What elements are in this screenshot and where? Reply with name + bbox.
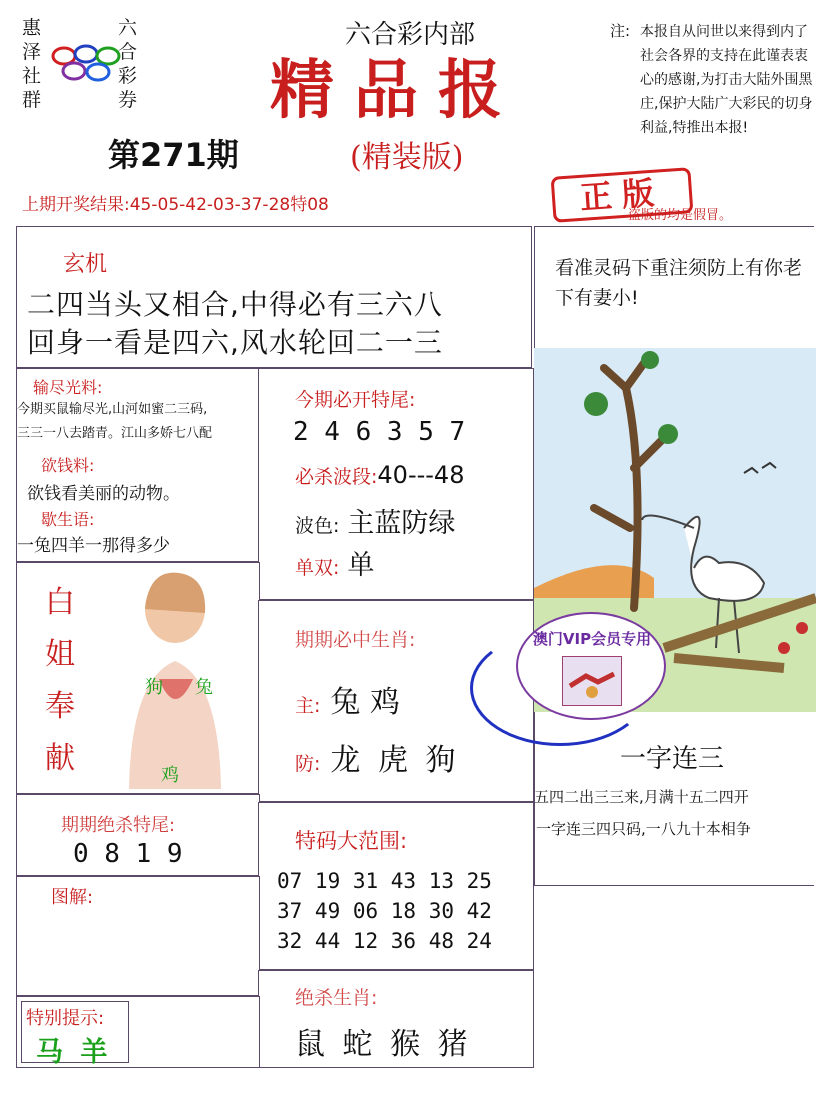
yizi-line1: 五四二出三三来,月满十五二四开: [534, 788, 749, 806]
zodiac-main-value: 兔 鸡: [330, 685, 400, 720]
odd-even-label: 单双:: [295, 557, 340, 579]
xuanji-label: 玄机: [63, 252, 108, 277]
range-row-3: 32 44 12 36 48 24: [277, 929, 492, 953]
zodiac-guard-label: 防:: [295, 753, 321, 775]
odd-even-value: 单: [347, 550, 375, 581]
portrait-image: [109, 569, 239, 789]
xiehou-label: 歇生语:: [41, 510, 95, 529]
baijie-box: [16, 562, 260, 794]
kill-special-value: 0 8 1 9: [73, 839, 183, 869]
notice-text: 本报自从问世以来得到内了社会各界的支持在此谨表衷心的感谢,为打击大陆外围黑庄,保护大陆广大彩民的切身利益,特推出本报!: [640, 24, 813, 136]
special-hint-frame: [21, 1001, 129, 1068]
kill-zodiac-value: 鼠 蛇 猴 猪: [295, 1027, 472, 1062]
zodiac-main-label: 主:: [295, 695, 321, 717]
baijie-char-4: 献: [45, 741, 75, 776]
range-row-1: 07 19 31 43 13 25: [277, 869, 492, 893]
shuqin-line2: 三三一八去踏青。江山多娇七八配: [17, 426, 213, 441]
issue-number: 第271期: [108, 136, 239, 174]
paper-subtitle: 六合彩内部: [345, 20, 476, 50]
wave-kill: [295, 461, 464, 489]
last-result-numbers: 45-05-42-03-37-28特08: [129, 195, 329, 215]
baijie-tag-rabbit: 兔: [195, 677, 213, 698]
xiehou-text: 一兔四羊一那得多少: [17, 536, 170, 556]
xuanji-line1: 二四当头又相合,中得必有三六八: [27, 288, 443, 321]
logo-right-text: 六合彩券: [118, 17, 138, 111]
zodiac-guard-value: 龙 虎 狗: [330, 743, 460, 778]
wave-color-label: 波色:: [295, 515, 340, 537]
zodiac-guard: [295, 735, 459, 779]
right-tip: 看准灵码下重注须防上有你老下有妻小!: [555, 257, 803, 309]
paper-edition: (精装版): [350, 140, 464, 175]
odd-even: [295, 543, 374, 582]
last-result: [22, 190, 329, 215]
range-row-2: 37 49 06 18 30 42: [277, 899, 492, 923]
kill-special-label: 期期绝杀特尾:: [61, 815, 176, 836]
wave-color: [295, 501, 455, 540]
yizi-line2: 一字连三四只码,一八九十本相争: [536, 820, 751, 838]
shuqin-line1: 今期买鼠输尽光,山河如蜜二三码,: [17, 402, 208, 417]
genuine-stamp-text: 正版: [578, 173, 666, 217]
wave-color-value: 主蓝防绿: [347, 508, 456, 539]
baijie-char-2: 姐: [45, 637, 75, 672]
notice-label: 注:: [610, 22, 631, 40]
tail-box: [258, 368, 534, 600]
last-result-label: 上期开奖结果:: [22, 195, 130, 215]
range-box: [258, 802, 534, 970]
shuqin-label: 输尽光料:: [33, 378, 103, 397]
paper-title: 精品报: [270, 53, 522, 128]
baijie-tag-rooster: 鸡: [161, 765, 179, 786]
logo-left-text: 惠泽社群: [22, 17, 42, 111]
fake-warning: 盗版的均是假冒。: [628, 208, 733, 223]
diagram-label: 图解:: [51, 887, 94, 908]
blue-oval: [470, 630, 650, 746]
wave-kill-label: 必杀波段:: [295, 466, 378, 488]
left-tips-box: [16, 368, 260, 562]
vip-badge-text: 澳门VIP会员专用: [532, 630, 652, 648]
special-hint-box: [16, 996, 260, 1068]
logo-rings-icon: [48, 44, 124, 86]
baijie-char-1: 白: [45, 585, 75, 620]
logo: [14, 14, 144, 114]
tail-digits: 2 4 6 3 5 7: [293, 417, 466, 447]
special-hint-label: 特别提示:: [26, 1008, 105, 1029]
kill-zodiac-box: [258, 970, 534, 1068]
baijie-tag-dog: 狗: [145, 677, 163, 698]
tail-label: 今期必开特尾:: [295, 389, 416, 411]
diagram-box: [16, 876, 260, 996]
kill-zodiac-label: 绝杀生肖:: [295, 987, 378, 1009]
yuqian-text: 欲钱看美丽的动物。: [27, 484, 180, 504]
wave-kill-value: 40---48: [377, 461, 465, 489]
zodiac-main: [295, 677, 400, 721]
zodiac-label: 期期必中生肖:: [295, 629, 416, 651]
range-label: 特码大范围:: [295, 829, 408, 853]
yizi-title: 一字连三: [620, 744, 725, 774]
special-hint-value: 马 羊: [36, 1037, 112, 1068]
yuqian-label: 欲钱料:: [41, 456, 95, 475]
kill-special-box: [16, 794, 260, 876]
baijie-char-3: 奉: [45, 689, 75, 724]
xuanji-line2: 回身一看是四六,风水轮回二一三: [27, 326, 443, 359]
xuanji-box: [16, 226, 532, 368]
